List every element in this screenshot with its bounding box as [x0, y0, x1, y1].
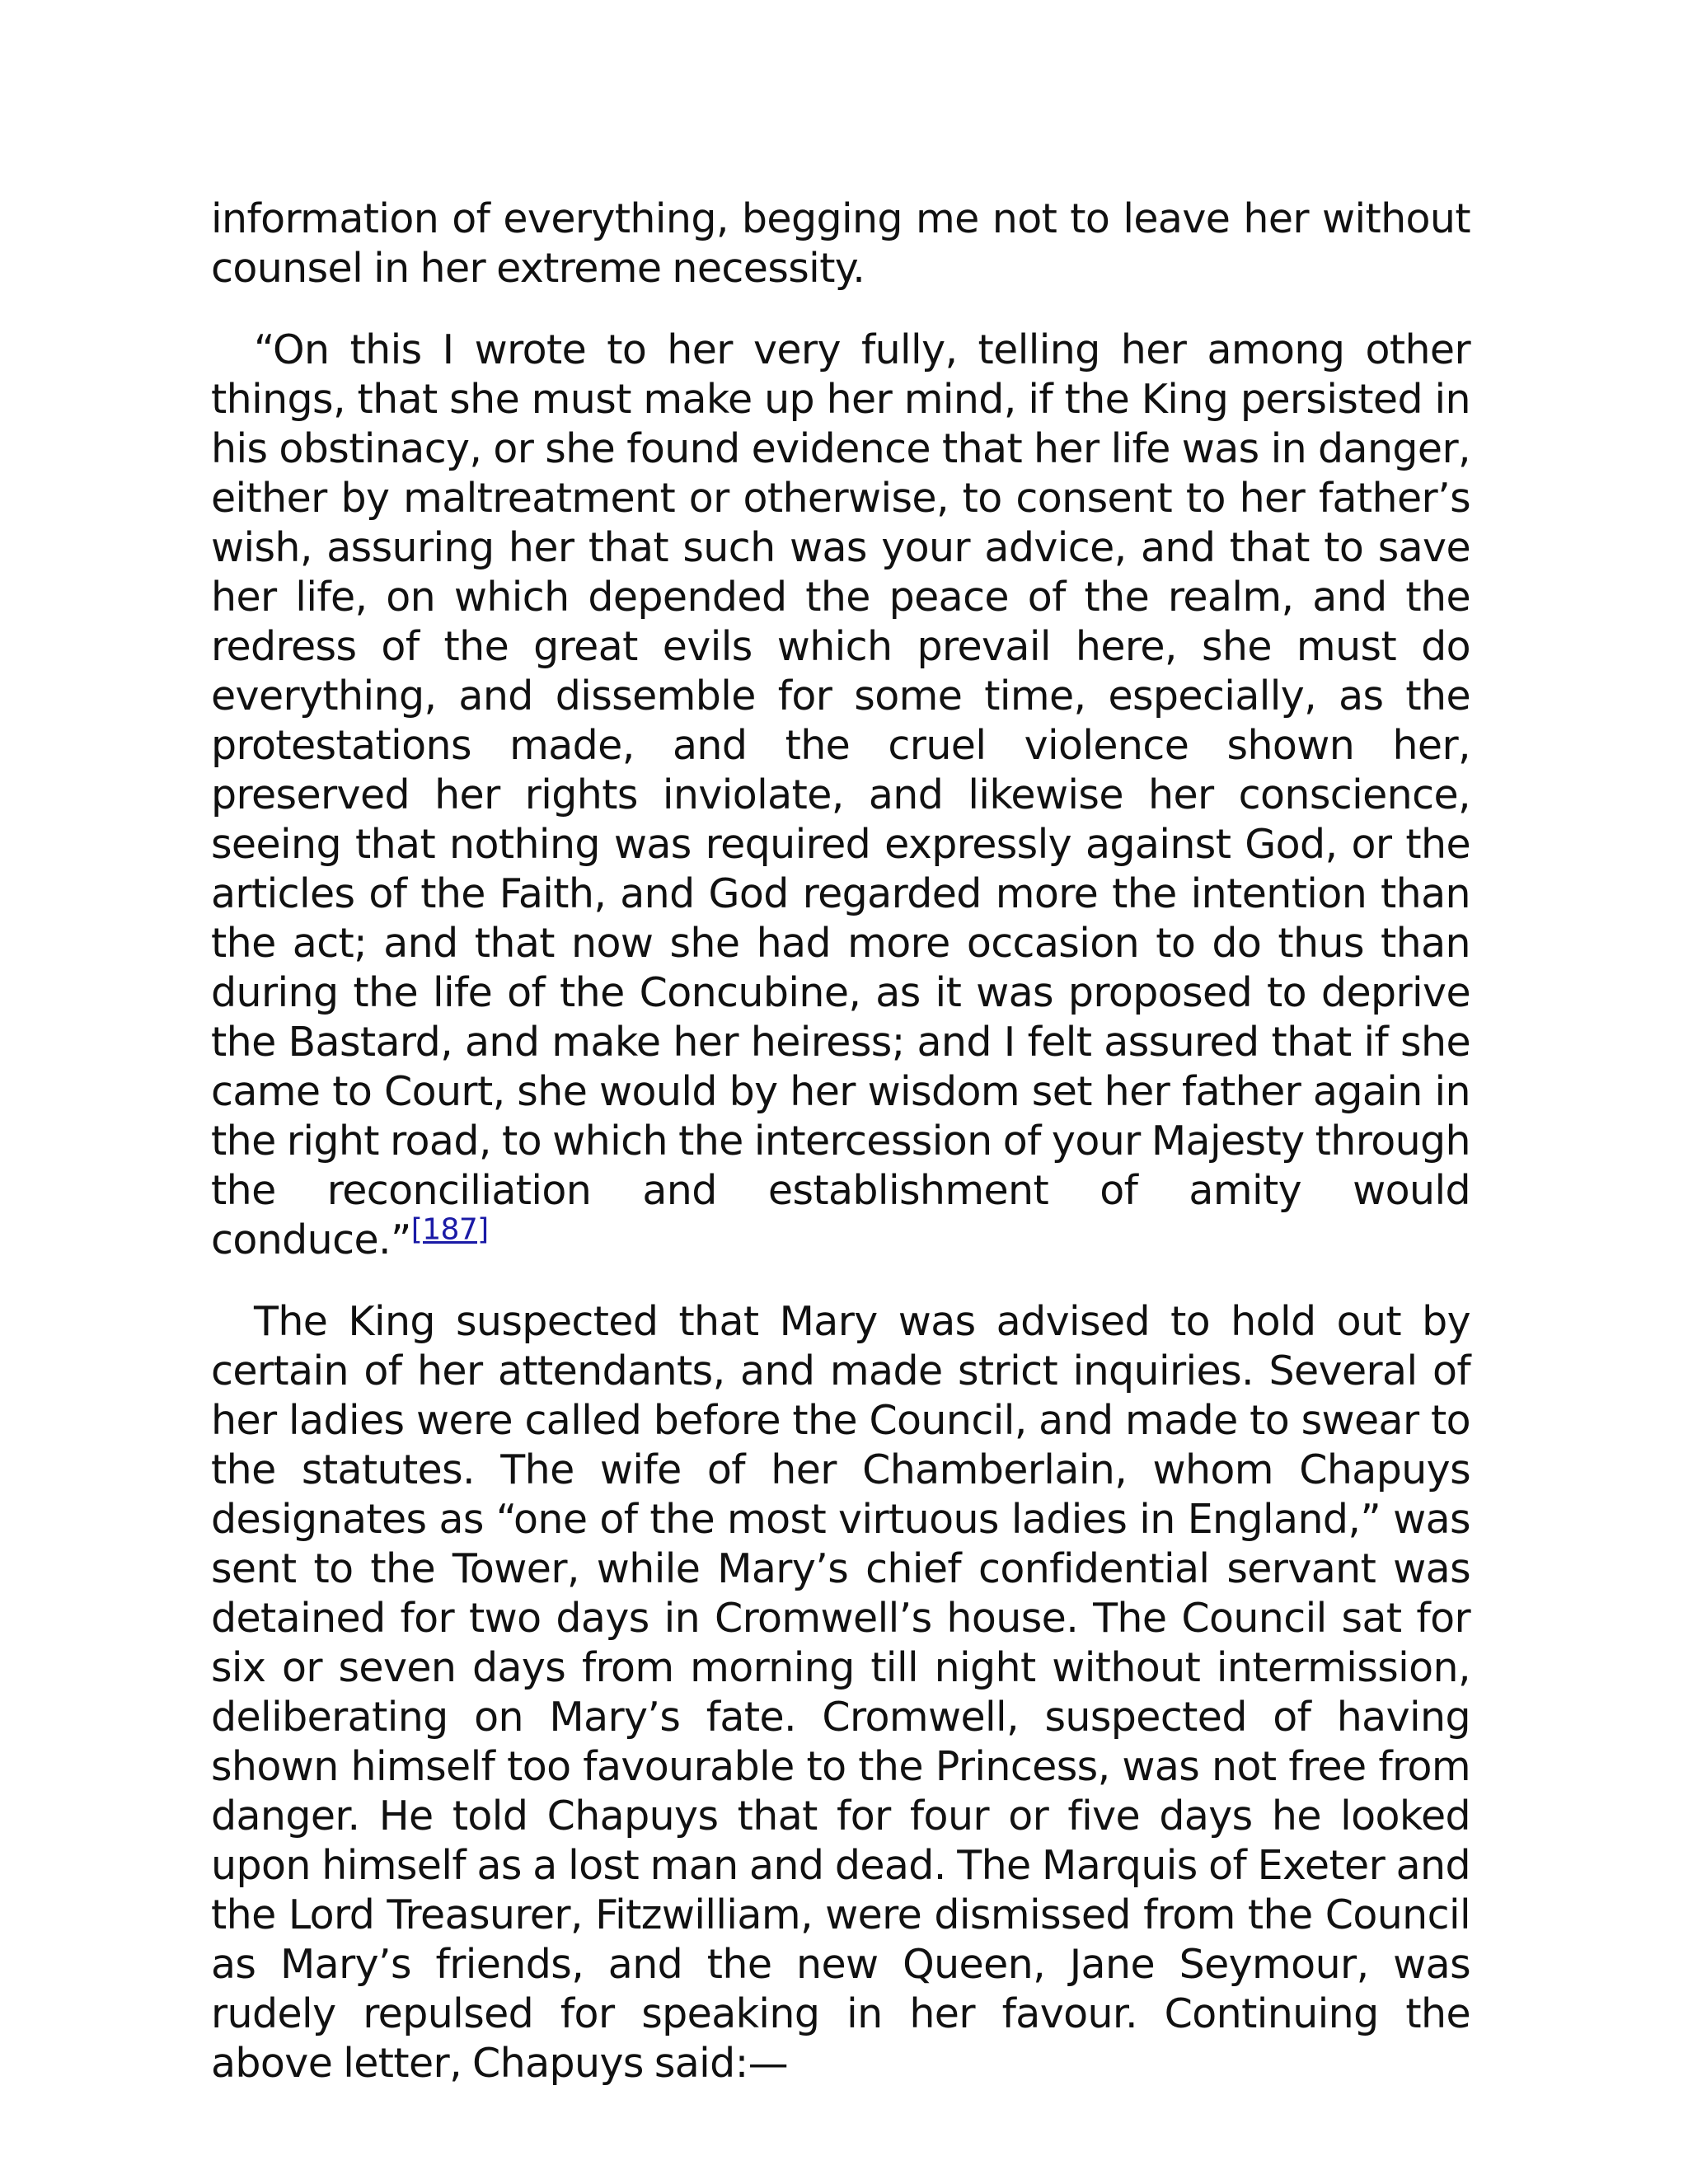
- document-page: [211, 194, 1470, 2121]
- paragraph-text: information of everything, begging me not to leave her without counsel in her extreme necessity.: [211, 195, 1470, 292]
- footnote-link[interactable]: [187]: [410, 1212, 489, 1247]
- paragraph-letter-quote: [211, 326, 1470, 1265]
- paragraph-text: The King suspected that Mary was advised to hold out by certain of her attendants, and made strict inquiries. Several of her ladies were called before the Council, and made to swear to the statutes. The wife of her Chamberlain, whom Chapuys designates as “one of the most virtuous ladies in England,” was sent to the Tower, while Mary’s chief confidential servant was detained for two days in Cromwell’s house. The Council sat for six or seven days from morning till night without intermission, deliberating on Mary’s fate. Cromwell, suspected of having shown himself too favourable to the Princess, was not free from danger. He told Chapuys that for four or five days he looked upon himself as a lost man and dead. The Marquis of Exeter and the Lord Treasurer, Fitzwilliam, were dismissed from the Council as Mary’s friends, and the new Queen, Jane Seymour, was rudely repulsed for speaking in her favour. Continuing the above letter, Chapuys said:—: [211, 1298, 1470, 2087]
- paragraph-continuation: [211, 194, 1470, 293]
- paragraph-text: “On this I wrote to her very fully, telling her among other things, that she must make up her mind, if the King persisted in his obstinacy, or she found evidence that her life was in danger, either by maltreatment or otherwise, to consent to her father’s wish, assuring her that such was your advice, and that to save her life, on which depended the peace of the realm, and the redress of the great evils which prevail here, she must do everything, and dissemble for some time, especially, as the protestations made, and the cruel violence shown her, preserved her rights inviolate, and likewise her conscience, seeing that nothing was required expressly against God, or the articles of the Faith, and God regarded more the intention than the act; and that now she had more occasion to do thus than during the life of the Concubine, as it was proposed to deprive the Bastard, and make her heiress; and I felt assured that if she came to Court, she would by her wisdom set her father again in the right road, to which the intercession of your Majesty through the reconciliation and establishment of amity would conduce.”: [211, 326, 1470, 1263]
- footnote-reference: [411, 1213, 489, 1247]
- paragraph-narrative: [211, 1297, 1470, 2088]
